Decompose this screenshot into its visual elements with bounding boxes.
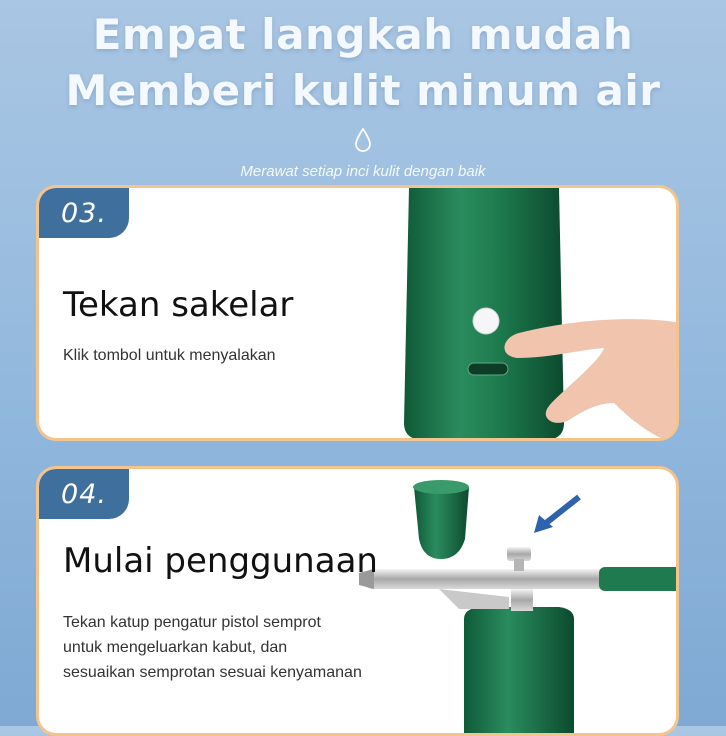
step-heading: Mulai penggunaan <box>63 541 378 581</box>
subtitle: Merawat setiap inci kulit dengan baik <box>240 163 486 180</box>
airbrush-illustration <box>39 469 679 736</box>
step-description: Klik tombol untuk menyalakan <box>63 347 276 364</box>
description-line-2: untuk mengeluarkan kabut, dan <box>63 639 288 656</box>
description-line-3: sesuaikan semprotan sesuai kenyamanan <box>63 664 362 681</box>
step-card-03 <box>36 185 679 441</box>
description-line-1: Tekan katup pengatur pistol semprot <box>63 614 321 631</box>
step-number-badge: 04. <box>39 469 129 519</box>
water-drop-icon <box>354 128 372 154</box>
step-heading: Tekan sakelar <box>63 285 294 325</box>
title-line-2: Memberi kulit minum air <box>65 66 661 115</box>
step-description <box>63 610 362 685</box>
title-line-1: Empat langkah mudah <box>92 10 634 59</box>
step-card-04 <box>36 466 679 736</box>
power-button-icon <box>471 306 501 336</box>
step-number-badge: 03. <box>39 188 129 238</box>
